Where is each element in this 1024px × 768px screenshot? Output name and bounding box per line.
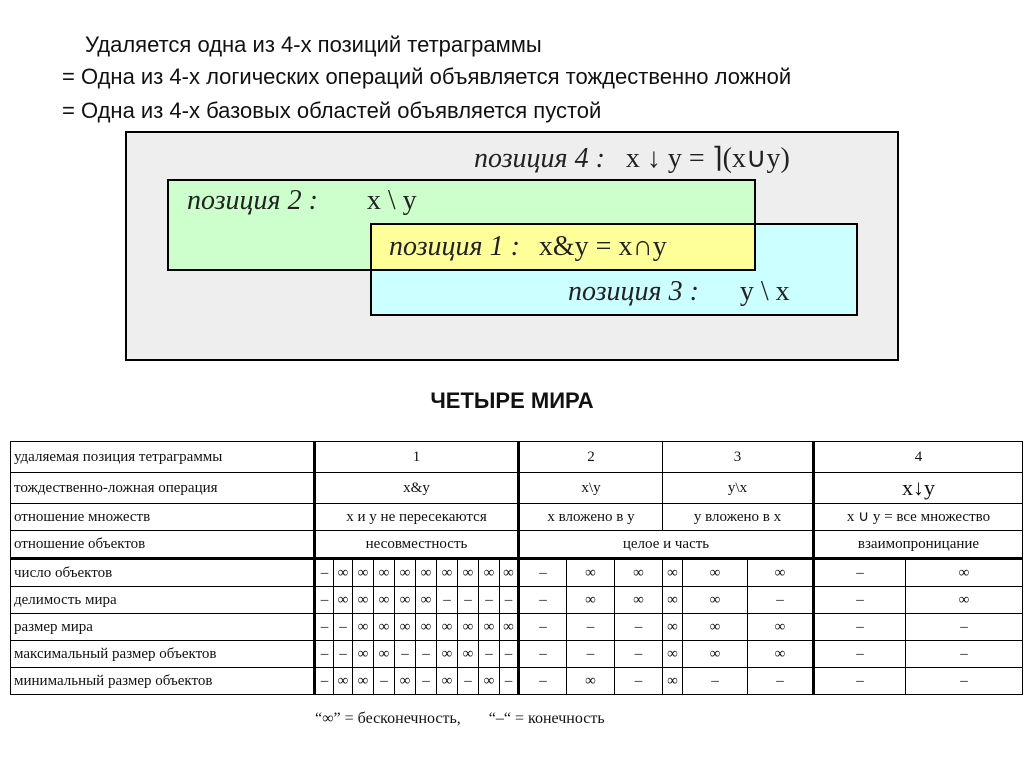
table-cell: y\x xyxy=(663,473,814,504)
header-line-3: = Одна из 4-х базовых областей объявляется пустой xyxy=(62,98,602,123)
table-cell: ∞ xyxy=(353,559,374,587)
table-cell: – xyxy=(437,587,458,614)
table-cell: ∞ xyxy=(374,614,395,641)
table-cell: x&y xyxy=(315,473,519,504)
table-cell: ∞ xyxy=(663,614,683,641)
table-cell: x вложено в y xyxy=(519,504,663,531)
table-cell: ∞ xyxy=(748,559,814,587)
row-label: максимальный размер объектов xyxy=(11,641,315,668)
header-line-2: = Одна из 4-х логических операций объявляется тождественно ложной xyxy=(62,64,792,89)
table-cell: ∞ xyxy=(458,614,479,641)
tetragram-diagram xyxy=(125,131,899,361)
table-cell: ∞ xyxy=(458,559,479,587)
table-cell: 3 xyxy=(663,442,814,473)
position-1-name: позиция 1 : xyxy=(389,231,520,262)
table-cell: ∞ xyxy=(374,587,395,614)
table-cell: – xyxy=(906,668,1023,695)
four-worlds-table xyxy=(10,441,1023,695)
table-cell: – xyxy=(334,614,353,641)
table-cell: – xyxy=(479,641,500,668)
table-cell: ∞ xyxy=(374,641,395,668)
table-cell: ∞ xyxy=(663,641,683,668)
table-cell: ∞ xyxy=(567,587,615,614)
table-cell: – xyxy=(315,668,334,695)
table-cell: ∞ xyxy=(663,587,683,614)
position-3-formula: y \ x xyxy=(739,276,790,307)
table-cell: – xyxy=(315,587,334,614)
table-cell: ∞ xyxy=(748,641,814,668)
table-cell: ∞ xyxy=(353,668,374,695)
table-row xyxy=(11,668,1023,695)
table-cell: – xyxy=(500,641,519,668)
table-cell: ∞ xyxy=(615,587,663,614)
table-cell: x и y не пересекаются xyxy=(315,504,519,531)
table-cell: ∞ xyxy=(479,559,500,587)
table-cell: – xyxy=(519,614,567,641)
row-label: отношение множеств xyxy=(11,504,315,531)
table-cell: ∞ xyxy=(437,559,458,587)
row-label: удаляемая позиция тетраграммы xyxy=(11,442,315,473)
table-cell: – xyxy=(519,587,567,614)
position-2-name: позиция 2 : xyxy=(187,185,318,216)
table-row xyxy=(11,473,1023,504)
table-cell: – xyxy=(500,668,519,695)
section-title: ЧЕТЫРЕ МИРА xyxy=(430,388,594,413)
table-cell: ∞ xyxy=(334,587,353,614)
table-cell: ∞ xyxy=(334,559,353,587)
table-cell: 2 xyxy=(519,442,663,473)
table-row xyxy=(11,559,1023,587)
table-cell: ∞ xyxy=(683,587,748,614)
table-cell: ∞ xyxy=(395,614,416,641)
table-cell: – xyxy=(519,668,567,695)
data-rows xyxy=(11,559,1023,695)
table-cell: ∞ xyxy=(458,641,479,668)
table-cell: – xyxy=(683,668,748,695)
table-cell: x\y xyxy=(519,473,663,504)
table-row xyxy=(11,531,1023,559)
table-cell: несовместность xyxy=(315,531,519,559)
table-cell: ∞ xyxy=(395,668,416,695)
position-3-label xyxy=(568,276,790,308)
table-cell: – xyxy=(315,559,334,587)
table-cell: ∞ xyxy=(479,668,500,695)
table-cell: – xyxy=(567,614,615,641)
table-cell: ∞ xyxy=(906,559,1023,587)
table-cell: ∞ xyxy=(437,614,458,641)
table-cell: ∞ xyxy=(416,587,437,614)
table-cell: – xyxy=(748,668,814,695)
table-cell: ∞ xyxy=(683,559,748,587)
table-cell: ∞ xyxy=(663,668,683,695)
table-cell: – xyxy=(334,641,353,668)
table-cell: – xyxy=(458,587,479,614)
table-cell: – xyxy=(315,614,334,641)
table-cell: ∞ xyxy=(567,668,615,695)
table-cell: ∞ xyxy=(353,614,374,641)
table-cell: ∞ xyxy=(683,641,748,668)
table-cell: – xyxy=(416,641,437,668)
table-cell: ∞ xyxy=(683,614,748,641)
table-cell: – xyxy=(615,668,663,695)
table-row xyxy=(11,641,1023,668)
position-1-formula: x&y = x∩y xyxy=(538,231,667,262)
row-label: размер мира xyxy=(11,614,315,641)
table-cell: – xyxy=(814,559,906,587)
table-row xyxy=(11,442,1023,473)
table-cell: – xyxy=(814,614,906,641)
table-cell: – xyxy=(416,668,437,695)
table-cell: y вложено в x xyxy=(663,504,814,531)
header-line-1: Удаляется одна из 4-х позиций тетраграммы xyxy=(85,32,542,57)
table-cell: ∞ xyxy=(663,559,683,587)
table-cell: – xyxy=(615,641,663,668)
table-cell: ∞ xyxy=(437,668,458,695)
table-cell: – xyxy=(906,641,1023,668)
table-row xyxy=(11,614,1023,641)
position-2-formula: x \ y xyxy=(366,185,417,216)
table-cell: взаимопроницание xyxy=(814,531,1023,559)
position-4-formula: x ↓ y = ⌉(x∪y) xyxy=(625,143,790,174)
table-cell: ∞ xyxy=(748,614,814,641)
footnote: “∞” = бесконечность, “–“ = конечность xyxy=(315,710,605,727)
table-cell: – xyxy=(814,668,906,695)
table-cell: ∞ xyxy=(374,559,395,587)
row-label: делимость мира xyxy=(11,587,315,614)
table-cell: целое и часть xyxy=(519,531,814,559)
table-cell: ∞ xyxy=(416,559,437,587)
table-cell: ∞ xyxy=(500,614,519,641)
table-cell: ∞ xyxy=(395,587,416,614)
table-cell: – xyxy=(814,641,906,668)
table-cell: ∞ xyxy=(416,614,437,641)
table-cell: – xyxy=(748,587,814,614)
table-cell: ∞ xyxy=(437,641,458,668)
table-cell: – xyxy=(615,614,663,641)
table-cell: – xyxy=(458,668,479,695)
position-2-label xyxy=(187,185,417,217)
table-cell: x ∪ y = все множество xyxy=(814,504,1023,531)
table-cell: – xyxy=(500,587,519,614)
table-cell: ∞ xyxy=(395,559,416,587)
table-cell: – xyxy=(906,614,1023,641)
row-label: минимальный размер объектов xyxy=(11,668,315,695)
table-cell: ∞ xyxy=(334,668,353,695)
table-cell: – xyxy=(567,641,615,668)
table-cell: – xyxy=(519,559,567,587)
row-label: отношение объектов xyxy=(11,531,315,559)
row-label: тождественно-ложная операция xyxy=(11,473,315,504)
table-cell: – xyxy=(814,587,906,614)
table-cell: 1 xyxy=(315,442,519,473)
table-cell: ∞ xyxy=(479,614,500,641)
table-cell: – xyxy=(374,668,395,695)
table-cell: x↓y xyxy=(814,473,1023,504)
table-cell: ∞ xyxy=(567,559,615,587)
table-cell: 4 xyxy=(814,442,1023,473)
position-4-name: позиция 4 : xyxy=(474,143,605,174)
table-row xyxy=(11,504,1023,531)
position-4-label xyxy=(474,141,790,175)
row-label: число объектов xyxy=(11,559,315,587)
table-cell: – xyxy=(315,641,334,668)
position-3-name: позиция 3 : xyxy=(568,276,699,307)
table-cell: ∞ xyxy=(353,587,374,614)
table-row xyxy=(11,587,1023,614)
table-cell: ∞ xyxy=(500,559,519,587)
table-cell: ∞ xyxy=(906,587,1023,614)
position-1-label xyxy=(389,231,667,263)
table-cell: – xyxy=(519,641,567,668)
table-cell: ∞ xyxy=(615,559,663,587)
table-cell: – xyxy=(479,587,500,614)
table-cell: – xyxy=(395,641,416,668)
table-cell: ∞ xyxy=(353,641,374,668)
